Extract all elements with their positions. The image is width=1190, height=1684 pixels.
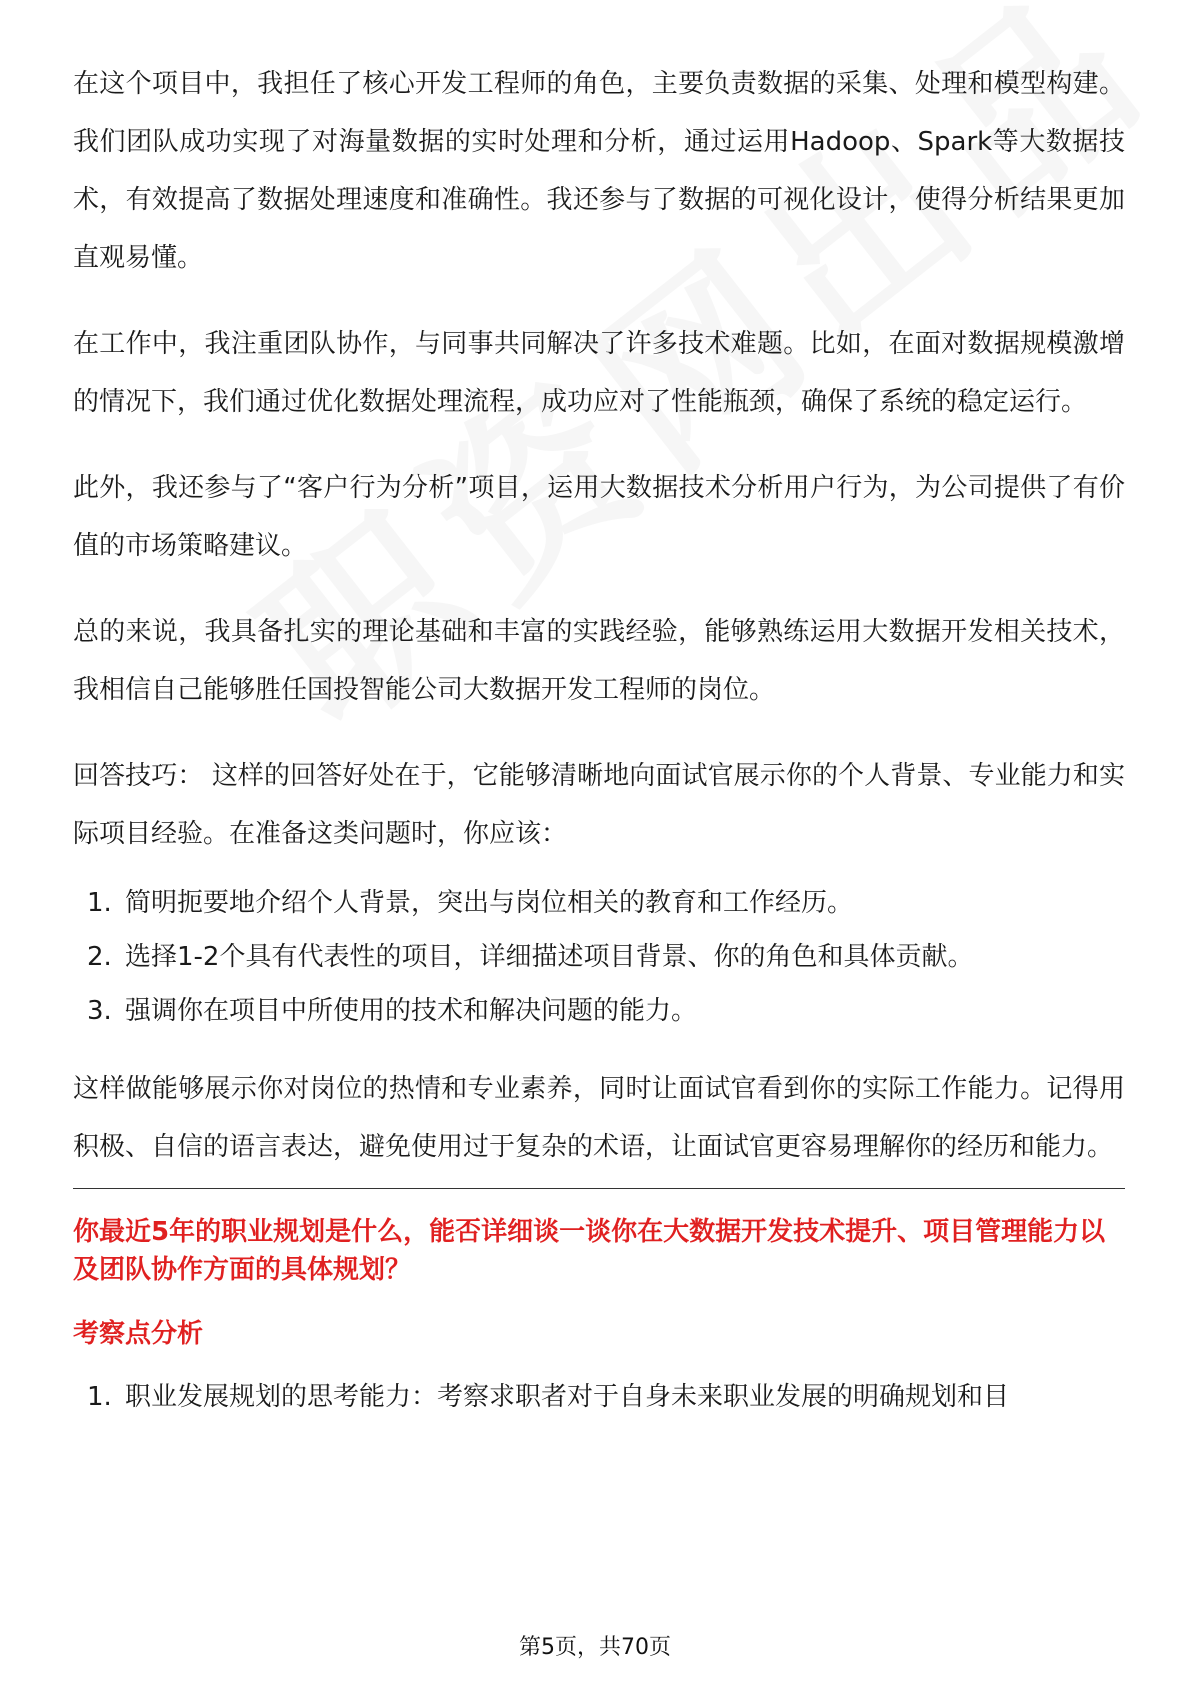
- paragraph-teamwork: 在工作中，我注重团队协作，与同事共同解决了许多技术难题。比如，在面对数据规模激增的情况下，我们通过优化数据处理流程，成功应对了性能瓶颈，确保了系统的稳定运行。: [73, 329, 1125, 417]
- paragraph-closing: 这样做能够展示你对岗位的热情和专业素养，同时让面试官看到你的实际工作能力。记得用积极、自信的语言表达，避免使用过于复杂的术语，让面试官更容易理解你的经历和能力。: [73, 1074, 1125, 1162]
- list-text: 选择1-2个具有代表性的项目，详细描述项目背景、你的角色和具体贡献。: [125, 942, 974, 972]
- list-text: 强调你在项目中所使用的技术和解决问题的能力。: [125, 996, 698, 1026]
- list-number: 1.: [87, 1382, 112, 1412]
- paragraph-project-role: 在这个项目中，我担任了核心开发工程师的角色，主要负责数据的采集、处理和模型构建。我们团队成功实现了对海量数据的实时处理和分析，通过运用Hadoop、Spark等大数据技术，有效提高了数据处理速度和准确性。我还参与了数据的可视化设计，使得分析结果更加直观易懂。: [73, 69, 1125, 273]
- analysis-list: [73, 1379, 1125, 1416]
- list-number: 2.: [87, 942, 112, 972]
- list-item: [73, 885, 1125, 922]
- tips-list: [73, 885, 1125, 1030]
- analysis-heading: 考察点分析: [73, 1319, 204, 1349]
- list-number: 3.: [87, 996, 112, 1026]
- list-number: 1.: [87, 888, 112, 918]
- page-footer: 第5页，共70页: [519, 1635, 671, 1660]
- list-text: 简明扼要地介绍个人背景，突出与岗位相关的教育和工作经历。: [125, 888, 854, 918]
- paragraph-answer-tips: 回答技巧： 这样的回答好处在于，它能够清晰地向面试官展示你的个人背景、专业能力和实际项目经验。在准备这类问题时，你应该：: [73, 761, 1125, 849]
- paragraph-customer-analysis: 此外，我还参与了“客户行为分析”项目，运用大数据技术分析用户行为，为公司提供了有价值的市场策略建议。: [73, 473, 1125, 561]
- list-item: [73, 993, 1125, 1030]
- list-item: [73, 939, 1125, 976]
- section-divider: [73, 1188, 1125, 1189]
- list-item: [73, 1379, 1125, 1416]
- interview-question: 你最近5年的职业规划是什么，能否详细谈一谈你在大数据开发技术提升、项目管理能力以及团队协作方面的具体规划？: [73, 1217, 1106, 1285]
- list-text: 职业发展规划的思考能力：考察求职者对于自身未来职业发展的明确规划和目: [125, 1382, 1010, 1412]
- page-content: [73, 55, 1125, 1446]
- paragraph-summary: 总的来说，我具备扎实的理论基础和丰富的实践经验，能够熟练运用大数据开发相关技术，我相信自己能够胜任国投智能公司大数据开发工程师的岗位。: [73, 617, 1125, 705]
